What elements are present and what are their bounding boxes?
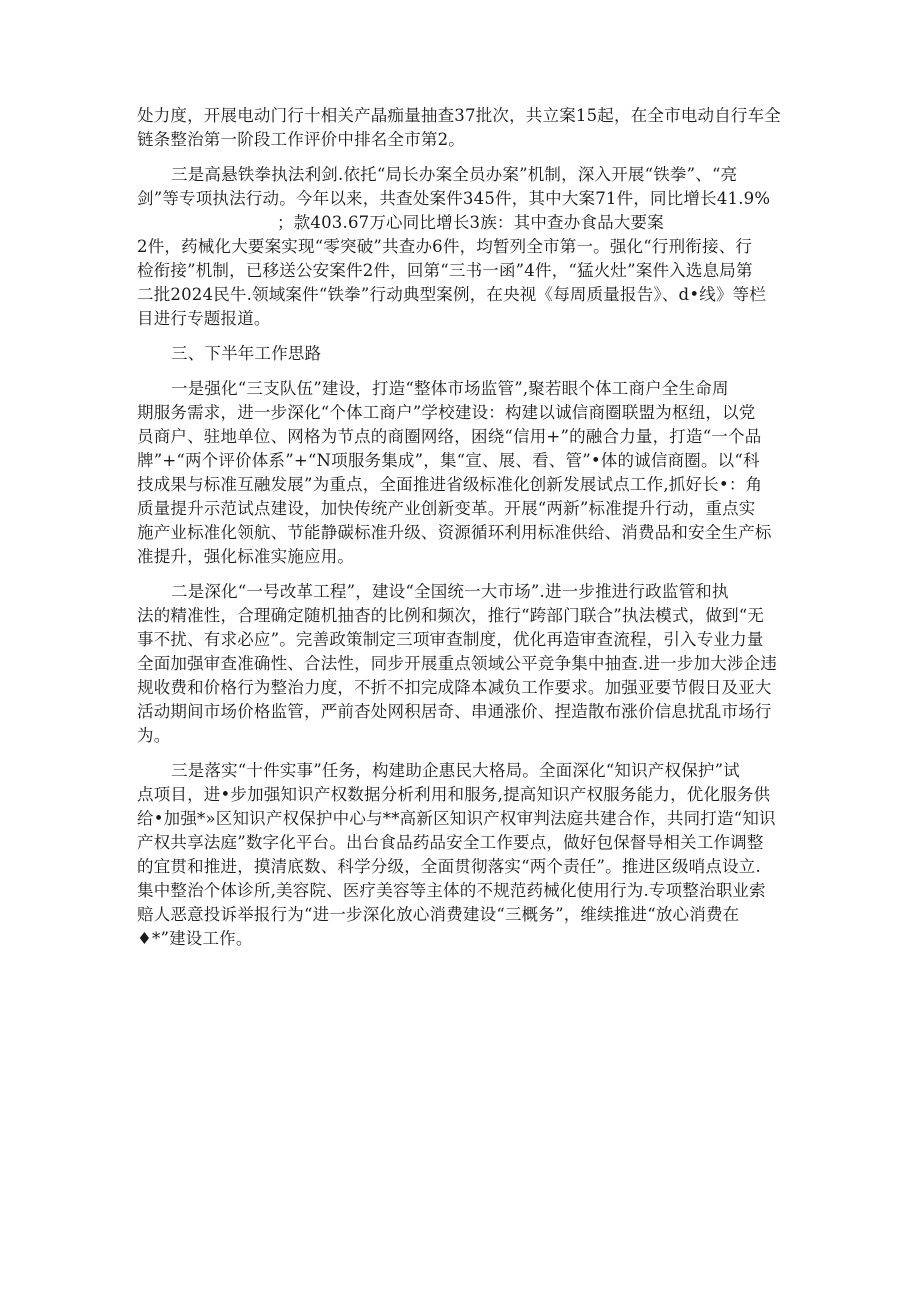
text-line: 的宜贯和推进，摸清底数、科学分级，全面贯彻落实“两个责任”。推进区级哨点设立.	[137, 857, 761, 876]
text-line: 一是强化“三支队伍”建设，打造“整体市场监管”,聚若眼个体工商户全生命周	[171, 379, 729, 398]
text-line: 期服务需求，进一步深化“个体工商户”学校建设：构建以诚信商圈联盟为枢纽，以党	[137, 403, 756, 422]
document-page	[137, 104, 797, 951]
text-line: 二批2024民牛.领域案件“铁拳”行动典型案例，在央视《每周质量报告》、d•线》等栏	[137, 285, 767, 304]
text-line: 给•加强*»区知识产权保护中心与**高新区知识产权审判法庭共建合作，共同打造“知识	[137, 809, 776, 828]
text-line: 质量提升示范试点建设，加快传统产业创新变革。开展“两新”标准提升行动，重点实	[137, 499, 756, 518]
text-line: 处力度，开展电动门行十相关产晶痂量抽查37批次，共立案15起，在全市电动自行车全	[137, 106, 781, 125]
heading-line: 三、下半年工作思路	[171, 344, 322, 363]
text-line: 为。	[137, 726, 171, 745]
text-line: 全面加强审查准确性、合法性，同步开展重点领域公平竞争集中抽查.进一步加大涉企违	[137, 654, 778, 673]
section-heading	[137, 342, 797, 366]
paragraph-5	[137, 759, 797, 951]
text-line: 规收费和价格行为整治力度，不折不扣完成降本减负工作要求。加强亚要节假日及亚大	[137, 678, 772, 697]
text-line: 产权共享法庭”数字化平台。出台食品药品安全工作要点，做好包保督导相关工作调整	[137, 833, 764, 852]
text-line: 链条整治第一阶段工作评价中排名全市第2。	[137, 130, 465, 149]
text-line: 技成果与标准互融发展”为重点，全面推进省级标准化创新发展试点工作,抓好长•：角	[137, 475, 763, 494]
text-line: 二是深化“一号改革工程”，建设“全国统一大市场”.进一步推进行政监管和执	[171, 582, 729, 601]
text-line: 员商户、驻地单位、网格为节点的商圈网络，困绕“信用+”的融合力量，打造“一个品	[137, 427, 762, 446]
text-line: 活动期间市场价格监管，严前杳处网积居奇、串通涨价、捏造散布涨价信息扰乱市场行	[137, 702, 772, 721]
text-line: 事不扰、有求必应”。完善政策制定三项审查制度，优化再造审查流程，引入专业力量	[137, 630, 764, 649]
text-line: 剑”等专项执法行动。今年以来，共查处案件345件，其中大案71件，同比增长41.9%	[137, 189, 771, 208]
text-line: 检衔接”机制，已移送公安案件2件，回第“三书一函”4件，“猛火灶”案件入选息局第	[137, 261, 753, 280]
text-line: 准提升，强化标准实施应用。	[137, 547, 355, 566]
text-line: ；款403.67万心同比增长3族：其中查办食品大要案	[277, 213, 664, 232]
text-line: 集中整治个体诊所,美容院、医疗美容等主体的不规范药械化使用行为.专项整治职业索	[137, 881, 766, 900]
text-line: 2件，药械化大要案实现“零突破”共查办6件，均暂列全市第一。强化“行刑衔接、行	[137, 237, 753, 256]
text-line: 三是落实“十件实事”任务，构建助企惠民大格局。全面深化“知识产权保护”试	[171, 761, 740, 780]
text-line: ♦*”建设工作。	[137, 929, 253, 948]
text-line: 法的精准性，合理确定随机抽杳的比例和频次，推行“跨部门联合”执法模式，做到“无	[137, 606, 765, 625]
paragraph-4	[137, 580, 797, 748]
text-line: 施产业标准化领航、节能静碳标准升级、资源循环利用标准供给、消费品和安全生产标	[137, 523, 772, 542]
paragraph-2	[137, 163, 797, 331]
text-line: 赔人恶意投诉举报行为“进一步深化放心消费建设“三概务”，维续推进“放心消费在	[137, 905, 740, 924]
paragraph-1	[137, 104, 797, 152]
text-line: 点项目，进•步加强知识产权数据分析利用和服务,提高知识产权服务能力，优化服务供	[137, 785, 771, 804]
text-line: 三是高悬铁拳执法利剑.依托“局长办案全员办案”机制，深入开展“铁拳”、“亮	[171, 165, 738, 184]
paragraph-3	[137, 377, 797, 569]
text-line: 牌”+“两个评价体系”+“N项服务集成”，集“宣、展、看、管”•体的诚信商圈。以“科	[137, 451, 760, 470]
text-line: 目进行专题报道。	[137, 309, 271, 328]
